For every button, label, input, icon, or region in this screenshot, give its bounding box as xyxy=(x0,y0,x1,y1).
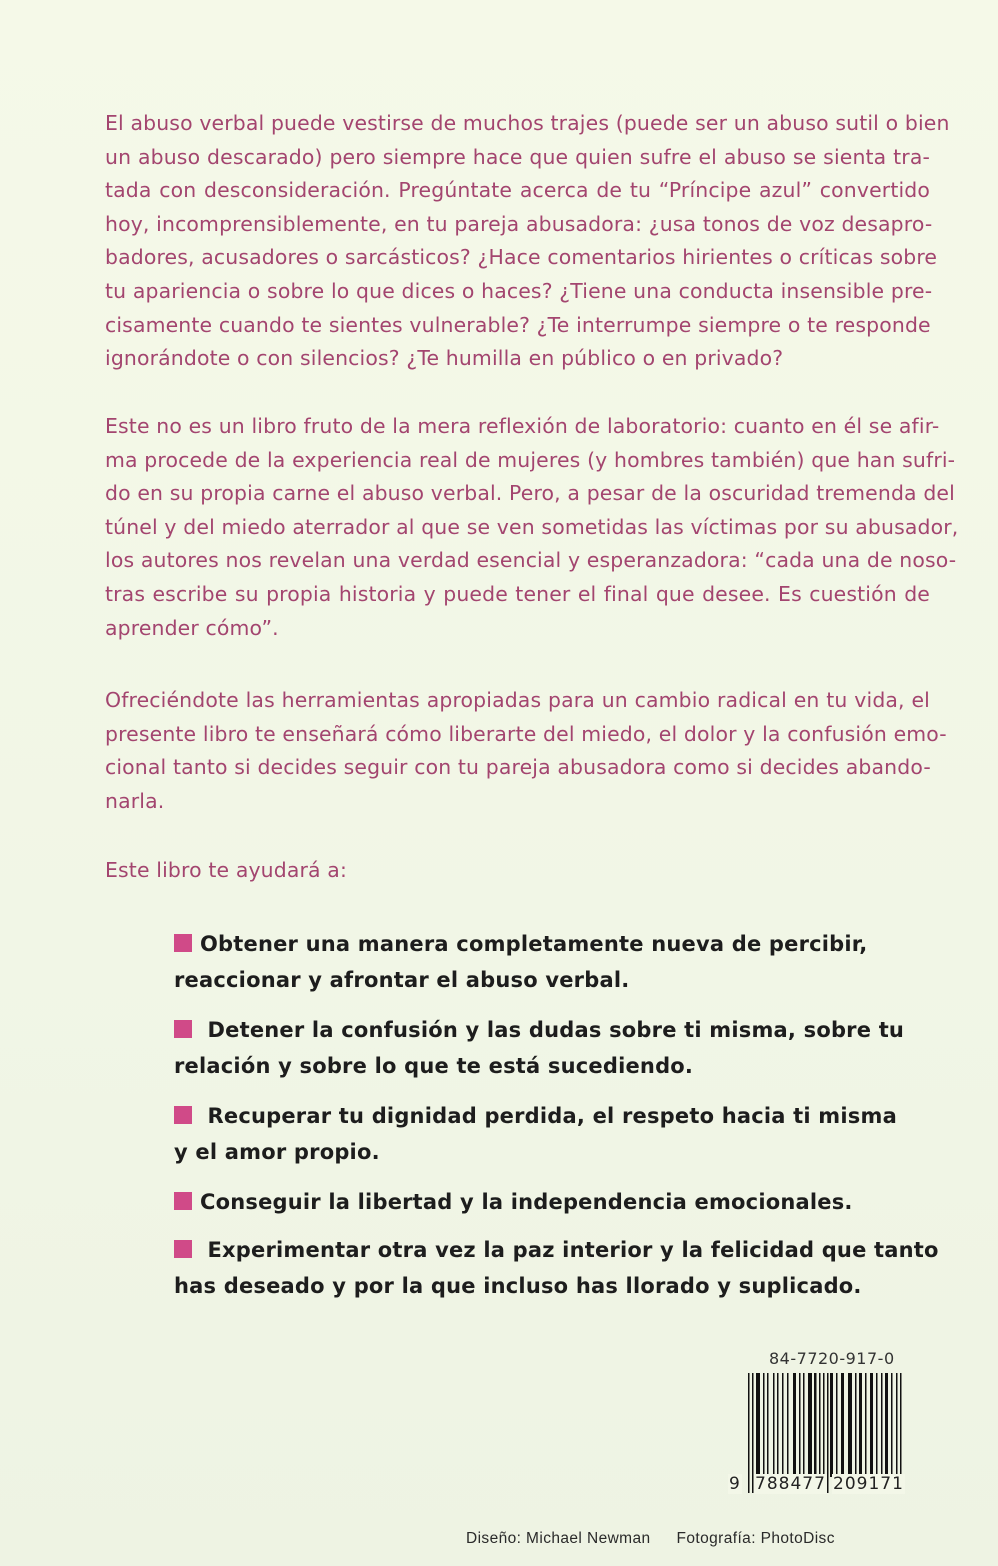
text-line: tras escribe su propia historia y puede tener el final que desee. Es cuestión de xyxy=(105,581,930,606)
credits-line xyxy=(466,1530,835,1548)
list-item-text: relación y sobre lo que te está sucediendo. xyxy=(174,1054,694,1078)
list-item-text: Experimentar otra vez la paz interior y la felicidad que tanto xyxy=(200,1238,939,1262)
text-line: túnel y del miedo aterrador al que se ven sometidas las víctimas por su abusador, xyxy=(105,514,959,539)
list-item-text: reaccionar y afrontar el abuso verbal. xyxy=(174,968,630,992)
list-item xyxy=(174,1232,939,1304)
pink-square-bullet-icon xyxy=(174,1192,192,1210)
text-line: aprender cómo”. xyxy=(105,615,279,640)
text-line: tu apariencia o sobre lo que dices o haces? ¿Tiene una conducta insensible pre- xyxy=(105,278,933,303)
text-line: Este no es un libro fruto de la mera reflexión de laboratorio: cuanto en él se afir- xyxy=(105,414,940,438)
list-item-text: Detener la confusión y las dudas sobre ti misma, sobre tu xyxy=(200,1018,905,1042)
list-item-text: y el amor propio. xyxy=(174,1140,380,1164)
paragraph-intro xyxy=(105,107,950,376)
text-line: cional tanto si decides seguir con tu pareja abusadora como si decides abando- xyxy=(105,755,931,780)
text-line: un abuso descarado) pero siempre hace que quien sufre el abuso se sienta tra- xyxy=(105,144,930,169)
list-item xyxy=(174,1012,904,1084)
bullets-intro xyxy=(105,854,930,888)
pink-square-bullet-icon xyxy=(174,934,192,952)
text-line: los autores nos revelan una verdad esencial y esperanzadora: “cada una de noso- xyxy=(105,548,957,573)
list-item xyxy=(174,1184,853,1220)
text-line: ma procede de la experiencia real de mujeres (y hombres también) que han sufri- xyxy=(105,447,956,472)
text-line: presente libro te enseñará cómo liberarte del miedo, el dolor y la confusión emo- xyxy=(105,721,947,746)
text-line: Este libro te ayudará a: xyxy=(105,858,347,882)
text-line: narla. xyxy=(105,788,165,813)
text-line: Ofreciéndote las herramientas apropiadas para un cambio radical en tu vida, el xyxy=(105,688,930,712)
list-item-text: has deseado y por la que incluso has llorado y suplicado. xyxy=(174,1274,862,1298)
barcode-digit-lead: 9 xyxy=(729,1474,741,1494)
design-credit: Diseño: Michael Newman xyxy=(466,1530,651,1547)
text-line: cisamente cuando te sientes vulnerable? ¿Te interrumpe siempre o te responde xyxy=(105,312,931,337)
list-item xyxy=(174,926,867,998)
barcode-digits-left: 788477 xyxy=(755,1474,826,1494)
list-item-text: Conseguir la libertad y la independencia emocionales. xyxy=(200,1190,853,1214)
isbn-number: 84-7720-917-0 xyxy=(769,1349,895,1368)
list-item xyxy=(174,1098,897,1170)
list-item-text: Recuperar tu dignidad perdida, el respeto hacia ti misma xyxy=(200,1104,897,1128)
paragraph-tools xyxy=(105,684,947,818)
pink-square-bullet-icon xyxy=(174,1020,192,1038)
text-line: badores, acusadores o sarcásticos? ¿Hace comentarios hirientes o críticas sobre xyxy=(105,245,938,270)
pink-square-bullet-icon xyxy=(174,1106,192,1124)
paragraph-experience xyxy=(105,410,959,645)
text-line: ignorándote o con silencios? ¿Te humilla en público o en privado? xyxy=(105,346,784,371)
text-line: tada con desconsideración. Pregúntate acerca de tu “Príncipe azul” convertido xyxy=(105,178,930,203)
text-line: hoy, incomprensiblemente, en tu pareja abusadora: ¿usa tonos de voz desapro- xyxy=(105,211,933,236)
barcode-digits-right: 209171 xyxy=(833,1474,904,1494)
text-line: do en su propia carne el abuso verbal. Pero, a pesar de la oscuridad tremenda del xyxy=(105,481,955,506)
pink-square-bullet-icon xyxy=(174,1240,192,1258)
list-item-text: Obtener una manera completamente nueva de percibir, xyxy=(200,932,868,956)
text-line: El abuso verbal puede vestirse de muchos trajes (puede ser un abuso sutil o bien xyxy=(105,111,950,135)
photo-credit: Fotografía: PhotoDisc xyxy=(676,1530,835,1547)
